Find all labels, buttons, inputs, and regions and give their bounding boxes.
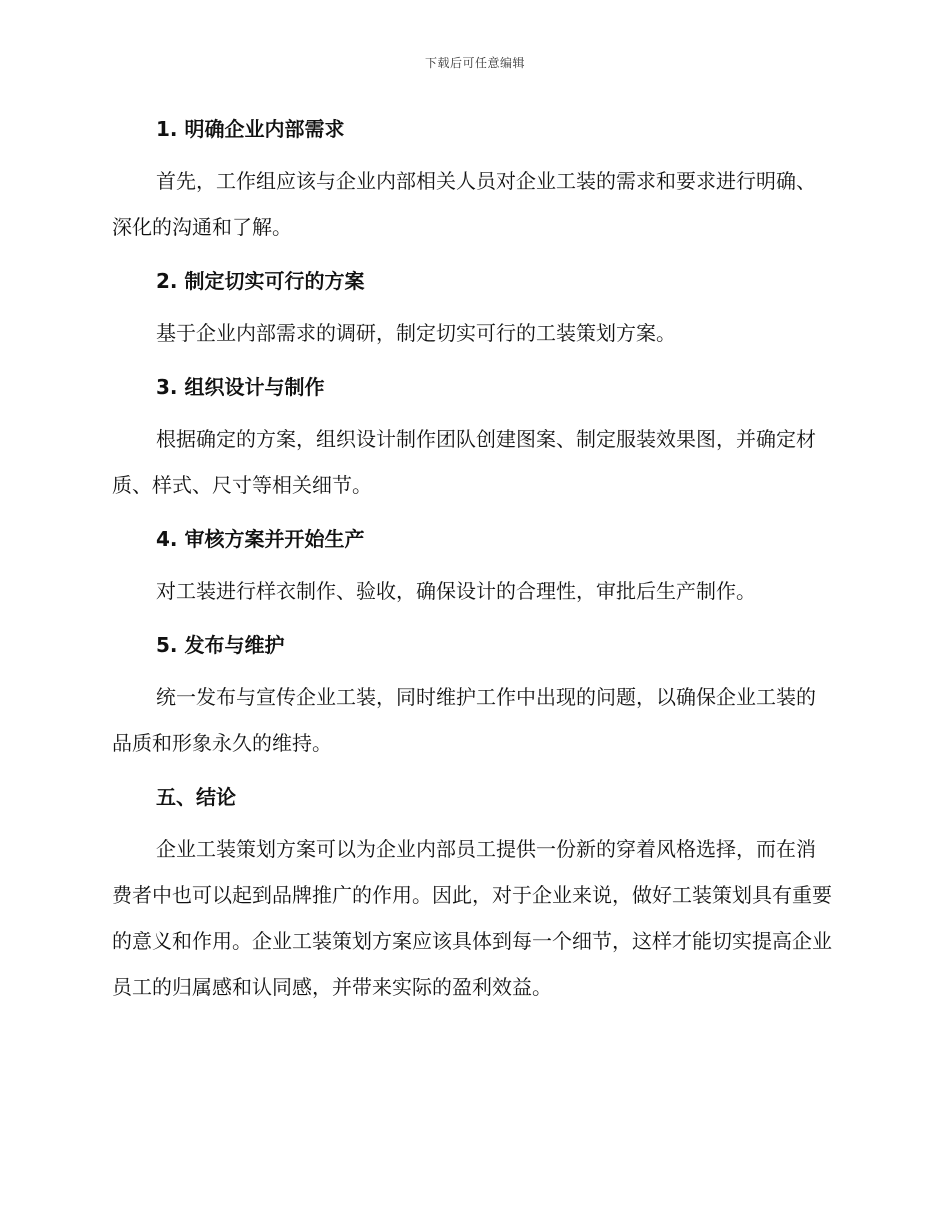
conclusion-paragraph: 企业工装策划方案可以为企业内部员工提供一份新的穿着风格选择，而在消费者中也可以起到品牌推广的作用。因此，对于企业来说，做好工装策划具有重要的意义和作用。企业工装策划方案应该具体到每一个细节，这样才能切实提高企业员工的归属感和认同感，并带来实际的盈利效益。 (112, 837, 832, 999)
section-paragraph-5: 统一发布与宣传企业工装，同时维护工作中出现的问题，以确保企业工装的品质和形象永久的维持。 (112, 685, 816, 755)
document-body (112, 112, 834, 1010)
section-heading-1: 1. 明确企业内部需求 (156, 117, 345, 141)
section-paragraph-4: 对工装进行样衣制作、验收，确保设计的合理性，审批后生产制作。 (156, 579, 756, 603)
section-heading-4: 4. 审核方案并开始生产 (156, 527, 365, 551)
section-paragraph-2: 基于企业内部需求的调研，制定切实可行的工装策划方案。 (156, 321, 676, 345)
section-paragraph-1: 首先，工作组应该与企业内部相关人员对企业工装的需求和要求进行明确、深化的沟通和了解。 (112, 169, 816, 239)
section-heading-5: 5. 发布与维护 (156, 633, 285, 657)
section-paragraph-3: 根据确定的方案，组织设计制作团队创建图案、制定服装效果图，并确定材质、样式、尺寸等相关细节。 (112, 427, 816, 497)
conclusion-heading: 五、结论 (156, 785, 236, 809)
section-heading-2: 2. 制定切实可行的方案 (156, 269, 365, 293)
section-heading-3: 3. 组织设计与制作 (156, 375, 325, 399)
header-note: 下载后可任意编辑 (424, 56, 525, 70)
